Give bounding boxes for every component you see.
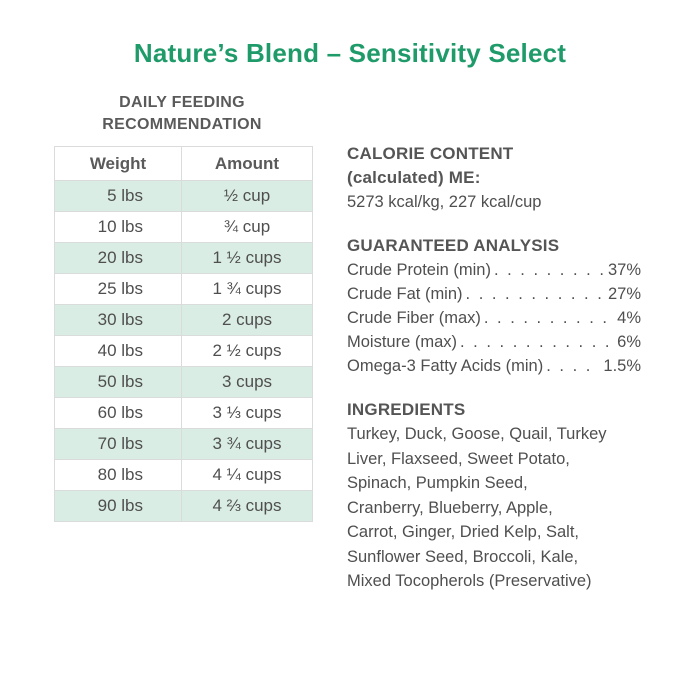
analysis-value: 27% bbox=[607, 285, 641, 303]
calorie-heading-line1: CALORIE CONTENT bbox=[347, 144, 514, 163]
analysis-label: Moisture (max) bbox=[347, 333, 458, 351]
column-header-weight: Weight bbox=[55, 147, 182, 181]
weight-cell: 10 lbs bbox=[55, 212, 182, 243]
ingredient-line: Turkey, Duck, Goose, Quail, Turkey bbox=[347, 425, 607, 443]
dot-leader bbox=[546, 354, 600, 378]
analysis-heading: GUARANTEED ANALYSIS bbox=[347, 236, 560, 255]
feeding-heading-line2: RECOMMENDATION bbox=[102, 116, 262, 133]
analysis-row bbox=[347, 258, 641, 282]
page-title: Nature’s Blend – Sensitivity Select bbox=[133, 38, 567, 68]
ingredient-line: Liver, Flaxseed, Sweet Potato, bbox=[347, 449, 570, 468]
amount-cell: 2 ½ cups bbox=[182, 336, 313, 367]
analysis-row bbox=[347, 354, 641, 378]
analysis-row bbox=[347, 306, 641, 330]
feeding-heading-line1: DAILY FEEDING bbox=[119, 94, 245, 111]
weight-cell: 40 lbs bbox=[55, 336, 182, 367]
feeding-heading bbox=[54, 92, 310, 136]
dot-leader bbox=[494, 258, 605, 282]
amount-cell: 1 ½ cups bbox=[182, 243, 313, 274]
nutrition-panel bbox=[347, 142, 647, 594]
weight-cell: 70 lbs bbox=[55, 429, 182, 460]
weight-cell: 30 lbs bbox=[55, 305, 182, 336]
amount-cell: 1 ¾ cups bbox=[182, 274, 313, 305]
weight-cell: 50 lbs bbox=[55, 367, 182, 398]
ingredient-line: Cranberry, Blueberry, Apple, bbox=[347, 498, 553, 517]
feeding-table bbox=[54, 146, 313, 522]
table-row bbox=[55, 336, 313, 367]
table-row bbox=[55, 305, 313, 336]
ingredient-line: Sunflower Seed, Broccoli, Kale, bbox=[347, 547, 579, 566]
analysis-label: Crude Fiber (max) bbox=[347, 309, 481, 327]
analysis-label: Omega-3 Fatty Acids (min) bbox=[347, 357, 544, 375]
analysis-value: 1.5% bbox=[603, 357, 641, 375]
calorie-heading-line2: (calculated) ME: bbox=[347, 168, 481, 187]
analysis-label: Crude Fat (min) bbox=[347, 285, 463, 303]
amount-cell: 3 cups bbox=[182, 367, 313, 398]
table-row bbox=[55, 212, 313, 243]
section-spacer bbox=[347, 214, 647, 234]
amount-cell: ½ cup bbox=[182, 181, 313, 212]
feeding-table-header bbox=[55, 147, 313, 181]
weight-cell: 90 lbs bbox=[55, 491, 182, 522]
ingredients-section bbox=[347, 398, 647, 594]
table-row bbox=[55, 243, 313, 274]
dot-leader bbox=[484, 306, 614, 330]
table-row bbox=[55, 460, 313, 491]
weight-cell: 60 lbs bbox=[55, 398, 182, 429]
analysis-value: 37% bbox=[607, 261, 641, 279]
table-row bbox=[55, 429, 313, 460]
dot-leader bbox=[466, 282, 605, 306]
analysis-row bbox=[347, 330, 641, 354]
ingredients-heading: INGREDIENTS bbox=[347, 400, 466, 419]
amount-cell: 2 cups bbox=[182, 305, 313, 336]
amount-cell: 4 ⅔ cups bbox=[182, 491, 313, 522]
analysis-section bbox=[347, 234, 647, 378]
weight-cell: 5 lbs bbox=[55, 181, 182, 212]
analysis-list bbox=[347, 258, 647, 378]
analysis-row bbox=[347, 282, 641, 306]
weight-cell: 80 lbs bbox=[55, 460, 182, 491]
ingredient-line: Spinach, Pumpkin Seed, bbox=[347, 474, 528, 492]
calorie-section bbox=[347, 142, 647, 214]
amount-cell: 4 ¼ cups bbox=[182, 460, 313, 491]
table-row bbox=[55, 367, 313, 398]
amount-cell: 3 ¾ cups bbox=[182, 429, 313, 460]
amount-cell: 3 ⅓ cups bbox=[182, 398, 313, 429]
weight-cell: 20 lbs bbox=[55, 243, 182, 274]
amount-cell: ¾ cup bbox=[182, 212, 313, 243]
ingredients-text bbox=[347, 422, 647, 594]
table-row bbox=[55, 274, 313, 305]
dot-leader bbox=[460, 330, 614, 354]
weight-cell: 25 lbs bbox=[55, 274, 182, 305]
table-row bbox=[55, 491, 313, 522]
column-header-amount: Amount bbox=[182, 147, 313, 181]
section-spacer bbox=[347, 378, 647, 398]
calorie-value: 5273 kcal/kg, 227 kcal/cup bbox=[347, 193, 542, 211]
ingredient-line: Mixed Tocopherols (Preservative) bbox=[347, 572, 592, 590]
ingredient-line: Carrot, Ginger, Dried Kelp, Salt, bbox=[347, 523, 580, 541]
table-row bbox=[55, 398, 313, 429]
analysis-value: 6% bbox=[617, 333, 641, 351]
table-row bbox=[55, 181, 313, 212]
analysis-label: Crude Protein (min) bbox=[347, 261, 491, 279]
feeding-table-body bbox=[55, 181, 313, 522]
analysis-value: 4% bbox=[617, 309, 641, 327]
